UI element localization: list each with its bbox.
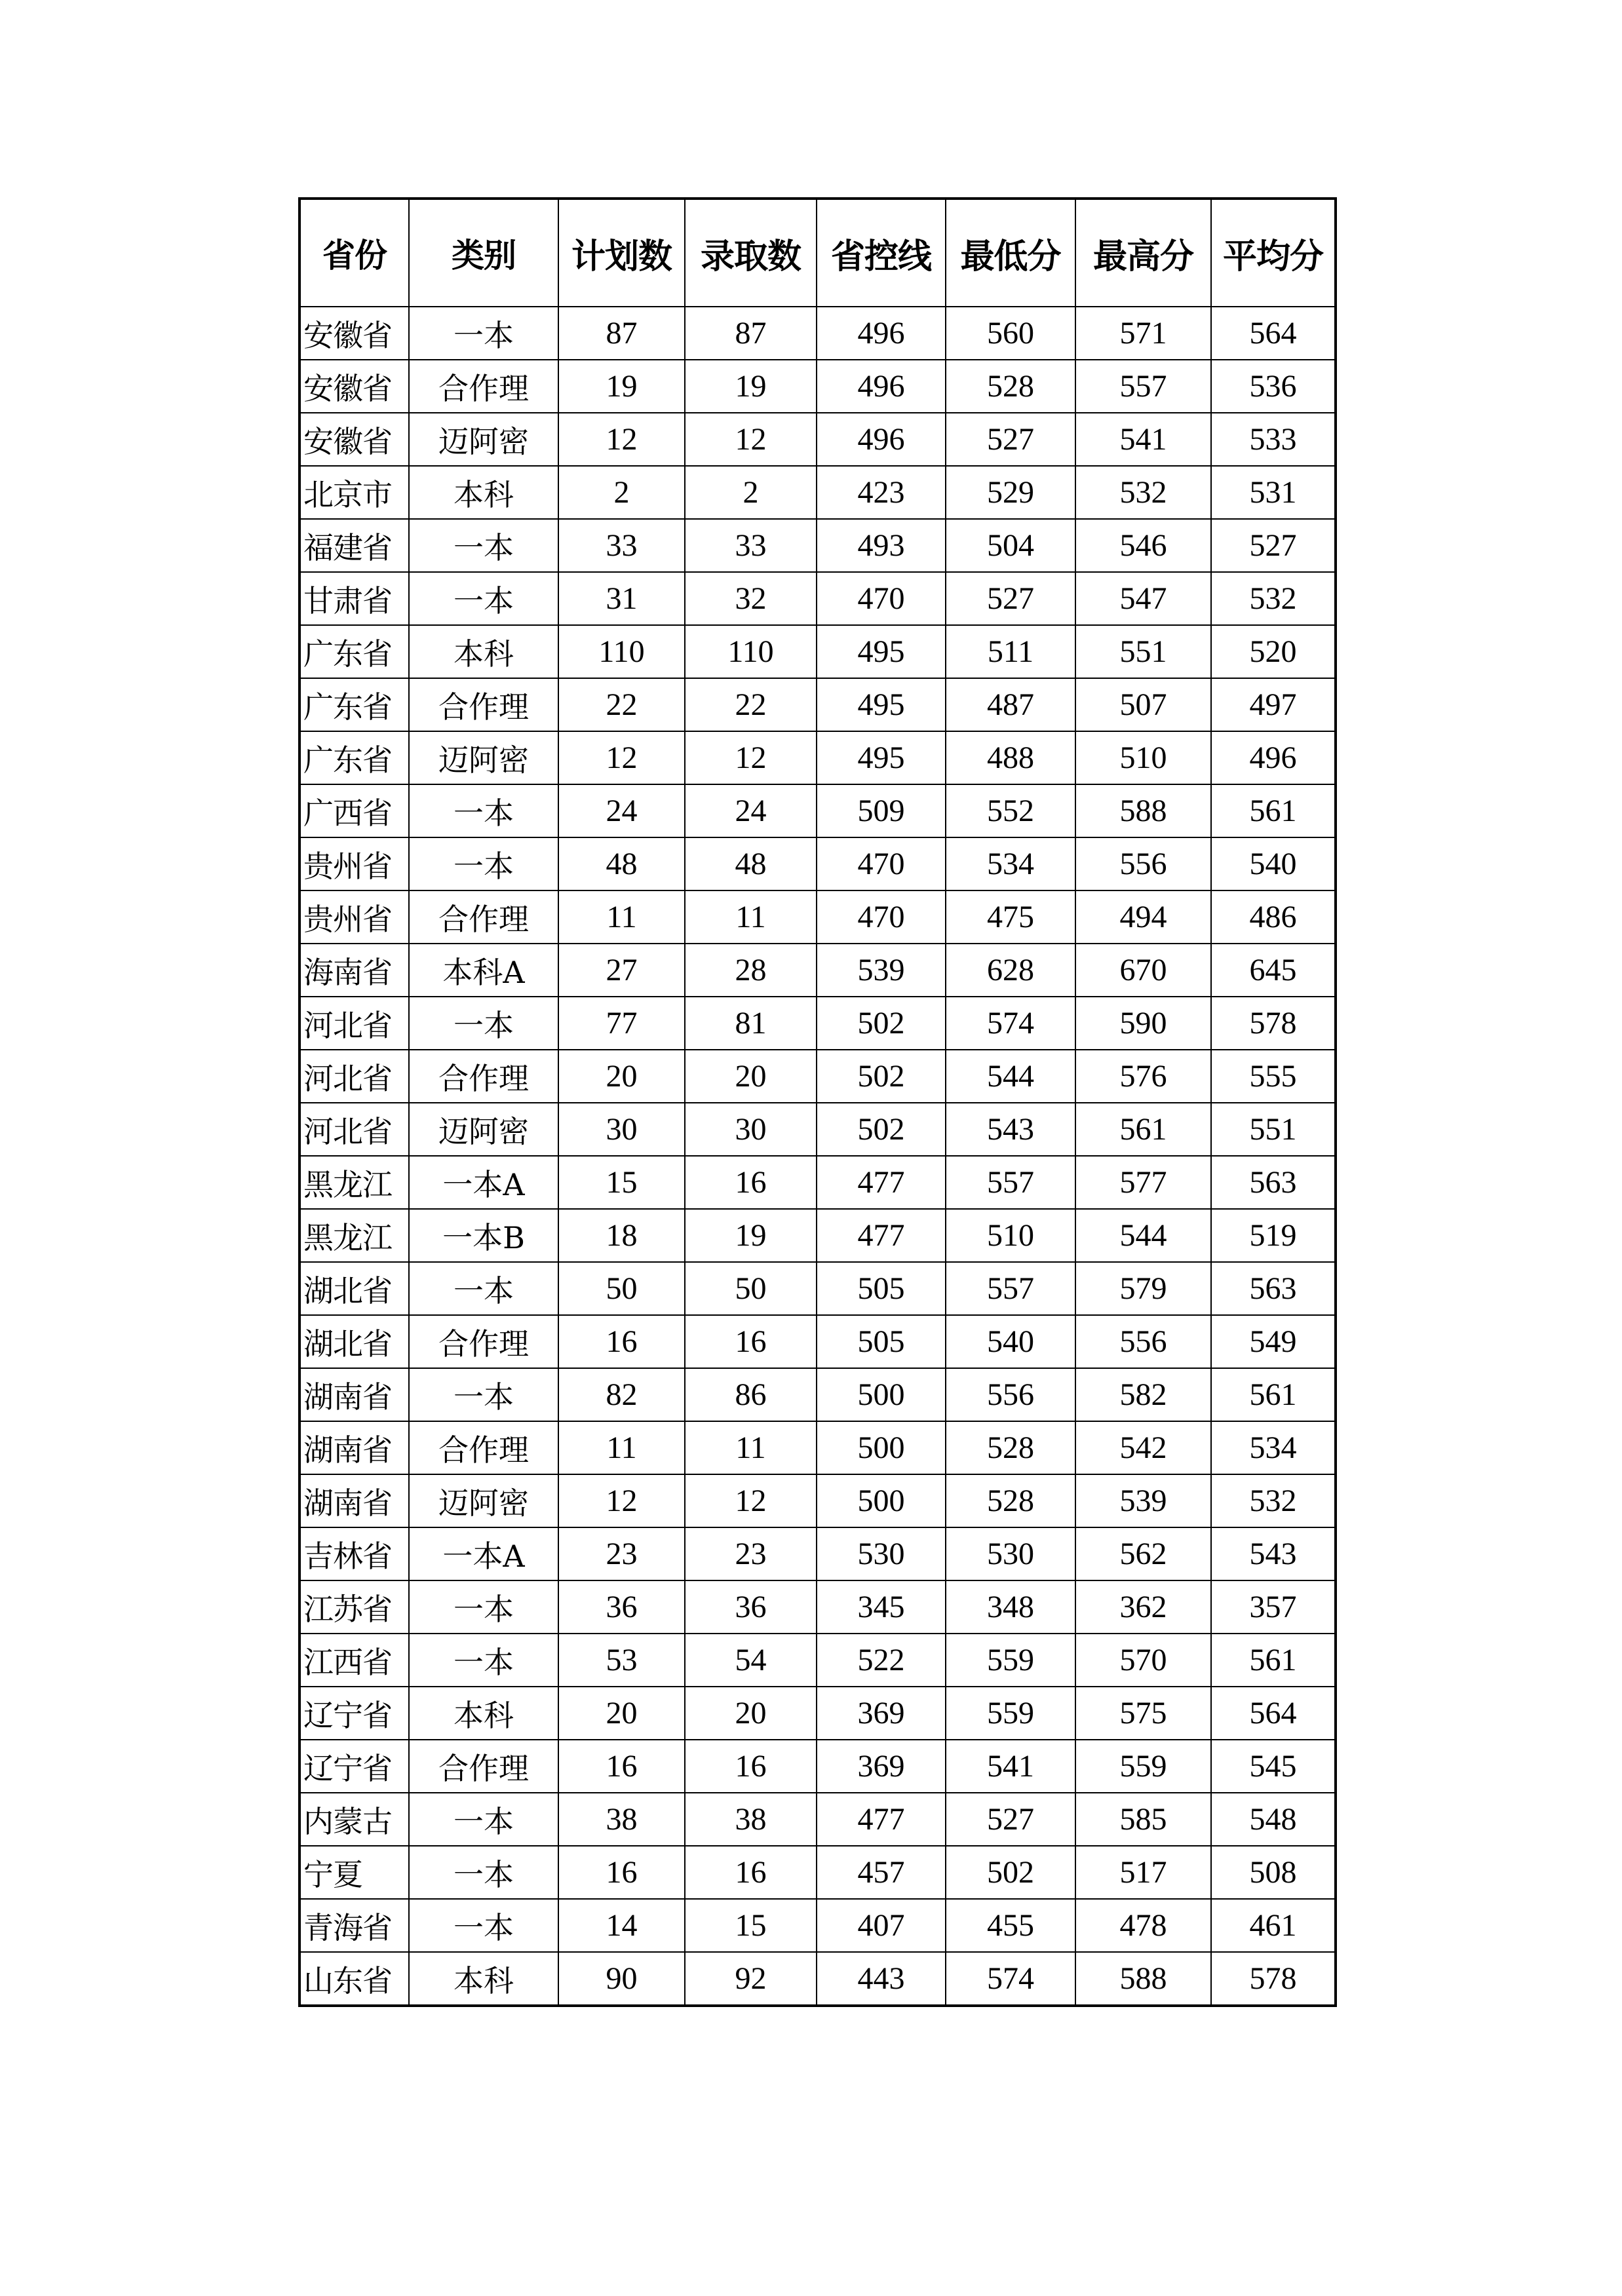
- cell-min-score: 527: [946, 413, 1075, 466]
- table-row: [299, 678, 1336, 731]
- cell-provincial-line: 495: [817, 678, 946, 731]
- table-row: [299, 1315, 1336, 1368]
- cell-admitted-count: 20: [685, 1050, 817, 1103]
- cell-avg-score: 497: [1211, 678, 1336, 731]
- table-row: [299, 625, 1336, 678]
- cell-category: 本科A: [409, 944, 558, 997]
- cell-max-score: 494: [1075, 890, 1211, 944]
- cell-max-score: 532: [1075, 466, 1211, 519]
- cell-provincial-line: 505: [817, 1315, 946, 1368]
- cell-plan-count: 27: [558, 944, 685, 997]
- cell-avg-score: 645: [1211, 944, 1336, 997]
- cell-category: 一本: [409, 1368, 558, 1421]
- cell-min-score: 559: [946, 1687, 1075, 1740]
- cell-province: 辽宁省: [299, 1687, 409, 1740]
- cell-provincial-line: 496: [817, 360, 946, 413]
- cell-avg-score: 578: [1211, 1952, 1336, 2006]
- cell-plan-count: 14: [558, 1899, 685, 1952]
- cell-provincial-line: 495: [817, 625, 946, 678]
- cell-category: 一本: [409, 1580, 558, 1634]
- cell-avg-score: 532: [1211, 1474, 1336, 1527]
- cell-category: 合作理: [409, 1421, 558, 1474]
- table-row: [299, 944, 1336, 997]
- cell-avg-score: 551: [1211, 1103, 1336, 1156]
- cell-provincial-line: 500: [817, 1368, 946, 1421]
- cell-min-score: 511: [946, 625, 1075, 678]
- cell-plan-count: 53: [558, 1634, 685, 1687]
- cell-min-score: 559: [946, 1634, 1075, 1687]
- cell-category: 合作理: [409, 1740, 558, 1793]
- cell-avg-score: 549: [1211, 1315, 1336, 1368]
- cell-provincial-line: 470: [817, 837, 946, 890]
- table-row: [299, 997, 1336, 1050]
- cell-avg-score: 508: [1211, 1846, 1336, 1899]
- cell-category: 一本: [409, 1899, 558, 1952]
- cell-category: 一本: [409, 837, 558, 890]
- cell-avg-score: 564: [1211, 307, 1336, 360]
- cell-avg-score: 531: [1211, 466, 1336, 519]
- cell-province: 江苏省: [299, 1580, 409, 1634]
- cell-max-score: 590: [1075, 997, 1211, 1050]
- cell-province: 内蒙古: [299, 1793, 409, 1846]
- cell-province: 河北省: [299, 997, 409, 1050]
- cell-min-score: 552: [946, 784, 1075, 837]
- cell-plan-count: 20: [558, 1687, 685, 1740]
- cell-avg-score: 561: [1211, 784, 1336, 837]
- cell-plan-count: 16: [558, 1846, 685, 1899]
- cell-min-score: 530: [946, 1527, 1075, 1580]
- cell-min-score: 574: [946, 1952, 1075, 2006]
- cell-provincial-line: 496: [817, 413, 946, 466]
- cell-plan-count: 11: [558, 1421, 685, 1474]
- table-row: [299, 1952, 1336, 2006]
- cell-max-score: 570: [1075, 1634, 1211, 1687]
- cell-province: 宁夏: [299, 1846, 409, 1899]
- cell-province: 辽宁省: [299, 1740, 409, 1793]
- cell-admitted-count: 16: [685, 1846, 817, 1899]
- cell-min-score: 560: [946, 307, 1075, 360]
- cell-admitted-count: 12: [685, 731, 817, 784]
- cell-category: 迈阿密: [409, 731, 558, 784]
- cell-provincial-line: 470: [817, 572, 946, 625]
- cell-avg-score: 461: [1211, 1899, 1336, 1952]
- cell-provincial-line: 505: [817, 1262, 946, 1315]
- cell-provincial-line: 500: [817, 1474, 946, 1527]
- table-row: [299, 466, 1336, 519]
- cell-province: 吉林省: [299, 1527, 409, 1580]
- column-header-category: 类别: [409, 199, 558, 307]
- table-row: [299, 1527, 1336, 1580]
- cell-admitted-count: 19: [685, 1209, 817, 1262]
- cell-admitted-count: 20: [685, 1687, 817, 1740]
- column-header-max-score: 最高分: [1075, 199, 1211, 307]
- cell-max-score: 362: [1075, 1580, 1211, 1634]
- cell-admitted-count: 50: [685, 1262, 817, 1315]
- cell-admitted-count: 24: [685, 784, 817, 837]
- cell-avg-score: 561: [1211, 1368, 1336, 1421]
- cell-province: 北京市: [299, 466, 409, 519]
- cell-category: 一本: [409, 1793, 558, 1846]
- cell-admitted-count: 19: [685, 360, 817, 413]
- cell-province: 广东省: [299, 731, 409, 784]
- cell-avg-score: 486: [1211, 890, 1336, 944]
- cell-avg-score: 555: [1211, 1050, 1336, 1103]
- cell-plan-count: 12: [558, 413, 685, 466]
- cell-max-score: 551: [1075, 625, 1211, 678]
- cell-provincial-line: 509: [817, 784, 946, 837]
- column-header-avg-score: 平均分: [1211, 199, 1336, 307]
- cell-min-score: 504: [946, 519, 1075, 572]
- cell-province: 河北省: [299, 1050, 409, 1103]
- cell-min-score: 527: [946, 572, 1075, 625]
- cell-province: 山东省: [299, 1952, 409, 2006]
- cell-max-score: 546: [1075, 519, 1211, 572]
- table-row: [299, 1421, 1336, 1474]
- cell-max-score: 507: [1075, 678, 1211, 731]
- cell-min-score: 527: [946, 1793, 1075, 1846]
- cell-provincial-line: 477: [817, 1156, 946, 1209]
- cell-avg-score: 534: [1211, 1421, 1336, 1474]
- cell-provincial-line: 500: [817, 1421, 946, 1474]
- cell-min-score: 488: [946, 731, 1075, 784]
- cell-plan-count: 2: [558, 466, 685, 519]
- cell-plan-count: 36: [558, 1580, 685, 1634]
- table-row: [299, 890, 1336, 944]
- cell-provincial-line: 495: [817, 731, 946, 784]
- table-row: [299, 519, 1336, 572]
- cell-admitted-count: 87: [685, 307, 817, 360]
- cell-plan-count: 50: [558, 1262, 685, 1315]
- cell-category: 一本: [409, 1262, 558, 1315]
- cell-max-score: 517: [1075, 1846, 1211, 1899]
- cell-provincial-line: 496: [817, 307, 946, 360]
- cell-plan-count: 90: [558, 1952, 685, 2006]
- table-row: [299, 837, 1336, 890]
- cell-provincial-line: 369: [817, 1740, 946, 1793]
- cell-category: 本科: [409, 1952, 558, 2006]
- cell-min-score: 628: [946, 944, 1075, 997]
- cell-category: 合作理: [409, 890, 558, 944]
- cell-province: 贵州省: [299, 837, 409, 890]
- cell-min-score: 557: [946, 1156, 1075, 1209]
- table-row: [299, 1262, 1336, 1315]
- cell-min-score: 455: [946, 1899, 1075, 1952]
- cell-plan-count: 23: [558, 1527, 685, 1580]
- cell-max-score: 582: [1075, 1368, 1211, 1421]
- cell-province: 甘肃省: [299, 572, 409, 625]
- cell-admitted-count: 36: [685, 1580, 817, 1634]
- cell-avg-score: 543: [1211, 1527, 1336, 1580]
- cell-provincial-line: 443: [817, 1952, 946, 2006]
- cell-avg-score: 519: [1211, 1209, 1336, 1262]
- table-row: [299, 572, 1336, 625]
- cell-min-score: 475: [946, 890, 1075, 944]
- cell-min-score: 528: [946, 1474, 1075, 1527]
- table-row: [299, 1687, 1336, 1740]
- cell-avg-score: 548: [1211, 1793, 1336, 1846]
- cell-province: 福建省: [299, 519, 409, 572]
- cell-max-score: 588: [1075, 784, 1211, 837]
- column-header-provincial-line: 省控线: [817, 199, 946, 307]
- cell-plan-count: 77: [558, 997, 685, 1050]
- cell-category: 合作理: [409, 678, 558, 731]
- cell-plan-count: 38: [558, 1793, 685, 1846]
- cell-admitted-count: 2: [685, 466, 817, 519]
- table-row: [299, 1580, 1336, 1634]
- cell-plan-count: 31: [558, 572, 685, 625]
- admission-score-table: [298, 197, 1337, 2007]
- table-row: [299, 784, 1336, 837]
- table-row: [299, 360, 1336, 413]
- cell-min-score: 557: [946, 1262, 1075, 1315]
- table-row: [299, 1103, 1336, 1156]
- cell-admitted-count: 48: [685, 837, 817, 890]
- cell-min-score: 574: [946, 997, 1075, 1050]
- cell-admitted-count: 23: [685, 1527, 817, 1580]
- cell-avg-score: 545: [1211, 1740, 1336, 1793]
- cell-max-score: 542: [1075, 1421, 1211, 1474]
- cell-provincial-line: 477: [817, 1793, 946, 1846]
- cell-category: 一本A: [409, 1527, 558, 1580]
- cell-province: 黑龙江: [299, 1156, 409, 1209]
- table-body: [299, 307, 1336, 2006]
- cell-province: 湖北省: [299, 1315, 409, 1368]
- table-row: [299, 1793, 1336, 1846]
- cell-province: 安徽省: [299, 360, 409, 413]
- cell-plan-count: 16: [558, 1315, 685, 1368]
- cell-province: 广东省: [299, 625, 409, 678]
- cell-admitted-count: 30: [685, 1103, 817, 1156]
- cell-provincial-line: 502: [817, 1050, 946, 1103]
- cell-provincial-line: 502: [817, 997, 946, 1050]
- cell-plan-count: 24: [558, 784, 685, 837]
- cell-category: 一本: [409, 1846, 558, 1899]
- cell-min-score: 556: [946, 1368, 1075, 1421]
- cell-plan-count: 87: [558, 307, 685, 360]
- cell-plan-count: 18: [558, 1209, 685, 1262]
- cell-category: 一本: [409, 307, 558, 360]
- cell-province: 湖南省: [299, 1474, 409, 1527]
- cell-max-score: 559: [1075, 1740, 1211, 1793]
- cell-plan-count: 16: [558, 1740, 685, 1793]
- cell-admitted-count: 54: [685, 1634, 817, 1687]
- cell-province: 湖北省: [299, 1262, 409, 1315]
- cell-avg-score: 561: [1211, 1634, 1336, 1687]
- cell-min-score: 528: [946, 360, 1075, 413]
- table-row: [299, 1740, 1336, 1793]
- cell-max-score: 561: [1075, 1103, 1211, 1156]
- cell-province: 安徽省: [299, 307, 409, 360]
- cell-max-score: 539: [1075, 1474, 1211, 1527]
- cell-plan-count: 11: [558, 890, 685, 944]
- cell-plan-count: 20: [558, 1050, 685, 1103]
- cell-admitted-count: 22: [685, 678, 817, 731]
- cell-provincial-line: 502: [817, 1103, 946, 1156]
- cell-min-score: 541: [946, 1740, 1075, 1793]
- cell-category: 一本: [409, 572, 558, 625]
- cell-provincial-line: 407: [817, 1899, 946, 1952]
- cell-admitted-count: 110: [685, 625, 817, 678]
- cell-provincial-line: 522: [817, 1634, 946, 1687]
- table-row: [299, 307, 1336, 360]
- cell-min-score: 487: [946, 678, 1075, 731]
- cell-admitted-count: 12: [685, 413, 817, 466]
- cell-max-score: 547: [1075, 572, 1211, 625]
- table-row: [299, 1899, 1336, 1952]
- cell-provincial-line: 530: [817, 1527, 946, 1580]
- cell-province: 江西省: [299, 1634, 409, 1687]
- cell-admitted-count: 86: [685, 1368, 817, 1421]
- cell-admitted-count: 16: [685, 1740, 817, 1793]
- cell-province: 湖南省: [299, 1368, 409, 1421]
- cell-admitted-count: 16: [685, 1156, 817, 1209]
- cell-max-score: 571: [1075, 307, 1211, 360]
- cell-min-score: 528: [946, 1421, 1075, 1474]
- column-header-province: 省份: [299, 199, 409, 307]
- cell-provincial-line: 457: [817, 1846, 946, 1899]
- cell-max-score: 510: [1075, 731, 1211, 784]
- cell-max-score: 557: [1075, 360, 1211, 413]
- cell-category: 一本: [409, 997, 558, 1050]
- cell-category: 迈阿密: [409, 413, 558, 466]
- cell-avg-score: 578: [1211, 997, 1336, 1050]
- cell-max-score: 575: [1075, 1687, 1211, 1740]
- cell-admitted-count: 33: [685, 519, 817, 572]
- cell-avg-score: 527: [1211, 519, 1336, 572]
- cell-avg-score: 496: [1211, 731, 1336, 784]
- cell-min-score: 510: [946, 1209, 1075, 1262]
- cell-admitted-count: 92: [685, 1952, 817, 2006]
- cell-min-score: 348: [946, 1580, 1075, 1634]
- cell-provincial-line: 539: [817, 944, 946, 997]
- cell-avg-score: 540: [1211, 837, 1336, 890]
- cell-avg-score: 563: [1211, 1156, 1336, 1209]
- cell-province: 广东省: [299, 678, 409, 731]
- cell-admitted-count: 11: [685, 890, 817, 944]
- cell-min-score: 540: [946, 1315, 1075, 1368]
- table-row: [299, 1050, 1336, 1103]
- cell-province: 贵州省: [299, 890, 409, 944]
- cell-category: 合作理: [409, 1315, 558, 1368]
- table-row: [299, 1209, 1336, 1262]
- cell-category: 本科: [409, 466, 558, 519]
- cell-min-score: 543: [946, 1103, 1075, 1156]
- cell-avg-score: 357: [1211, 1580, 1336, 1634]
- table-row: [299, 1634, 1336, 1687]
- table-header-row: [299, 199, 1336, 307]
- cell-avg-score: 564: [1211, 1687, 1336, 1740]
- cell-admitted-count: 28: [685, 944, 817, 997]
- cell-min-score: 534: [946, 837, 1075, 890]
- cell-category: 合作理: [409, 360, 558, 413]
- cell-admitted-count: 16: [685, 1315, 817, 1368]
- cell-province: 河北省: [299, 1103, 409, 1156]
- table-row: [299, 1156, 1336, 1209]
- cell-max-score: 556: [1075, 837, 1211, 890]
- cell-max-score: 478: [1075, 1899, 1211, 1952]
- table-row: [299, 731, 1336, 784]
- cell-provincial-line: 493: [817, 519, 946, 572]
- cell-category: 合作理: [409, 1050, 558, 1103]
- cell-category: 一本: [409, 1634, 558, 1687]
- cell-provincial-line: 345: [817, 1580, 946, 1634]
- cell-max-score: 544: [1075, 1209, 1211, 1262]
- table-row: [299, 413, 1336, 466]
- cell-plan-count: 82: [558, 1368, 685, 1421]
- cell-plan-count: 12: [558, 731, 685, 784]
- cell-avg-score: 536: [1211, 360, 1336, 413]
- cell-province: 广西省: [299, 784, 409, 837]
- cell-avg-score: 520: [1211, 625, 1336, 678]
- cell-category: 本科: [409, 1687, 558, 1740]
- cell-province: 青海省: [299, 1899, 409, 1952]
- column-header-min-score: 最低分: [946, 199, 1075, 307]
- column-header-admitted-count: 录取数: [685, 199, 817, 307]
- table-row: [299, 1846, 1336, 1899]
- cell-plan-count: 110: [558, 625, 685, 678]
- table-row: [299, 1368, 1336, 1421]
- cell-max-score: 556: [1075, 1315, 1211, 1368]
- cell-plan-count: 12: [558, 1474, 685, 1527]
- cell-max-score: 579: [1075, 1262, 1211, 1315]
- cell-max-score: 576: [1075, 1050, 1211, 1103]
- cell-avg-score: 533: [1211, 413, 1336, 466]
- cell-admitted-count: 15: [685, 1899, 817, 1952]
- cell-category: 一本A: [409, 1156, 558, 1209]
- cell-category: 一本: [409, 519, 558, 572]
- column-header-plan-count: 计划数: [558, 199, 685, 307]
- cell-provincial-line: 477: [817, 1209, 946, 1262]
- cell-max-score: 562: [1075, 1527, 1211, 1580]
- cell-provincial-line: 369: [817, 1687, 946, 1740]
- cell-admitted-count: 38: [685, 1793, 817, 1846]
- cell-category: 迈阿密: [409, 1103, 558, 1156]
- cell-admitted-count: 32: [685, 572, 817, 625]
- cell-admitted-count: 11: [685, 1421, 817, 1474]
- cell-min-score: 529: [946, 466, 1075, 519]
- cell-province: 湖南省: [299, 1421, 409, 1474]
- cell-max-score: 541: [1075, 413, 1211, 466]
- cell-plan-count: 15: [558, 1156, 685, 1209]
- cell-avg-score: 532: [1211, 572, 1336, 625]
- cell-plan-count: 30: [558, 1103, 685, 1156]
- cell-province: 海南省: [299, 944, 409, 997]
- cell-plan-count: 22: [558, 678, 685, 731]
- cell-category: 一本B: [409, 1209, 558, 1262]
- cell-avg-score: 563: [1211, 1262, 1336, 1315]
- cell-category: 迈阿密: [409, 1474, 558, 1527]
- cell-admitted-count: 12: [685, 1474, 817, 1527]
- table-row: [299, 1474, 1336, 1527]
- cell-max-score: 588: [1075, 1952, 1211, 2006]
- cell-max-score: 585: [1075, 1793, 1211, 1846]
- cell-plan-count: 48: [558, 837, 685, 890]
- cell-category: 本科: [409, 625, 558, 678]
- cell-provincial-line: 470: [817, 890, 946, 944]
- cell-plan-count: 19: [558, 360, 685, 413]
- cell-category: 一本: [409, 784, 558, 837]
- cell-max-score: 577: [1075, 1156, 1211, 1209]
- cell-plan-count: 33: [558, 519, 685, 572]
- cell-province: 黑龙江: [299, 1209, 409, 1262]
- cell-provincial-line: 423: [817, 466, 946, 519]
- cell-province: 安徽省: [299, 413, 409, 466]
- cell-min-score: 544: [946, 1050, 1075, 1103]
- cell-admitted-count: 81: [685, 997, 817, 1050]
- cell-min-score: 502: [946, 1846, 1075, 1899]
- cell-max-score: 670: [1075, 944, 1211, 997]
